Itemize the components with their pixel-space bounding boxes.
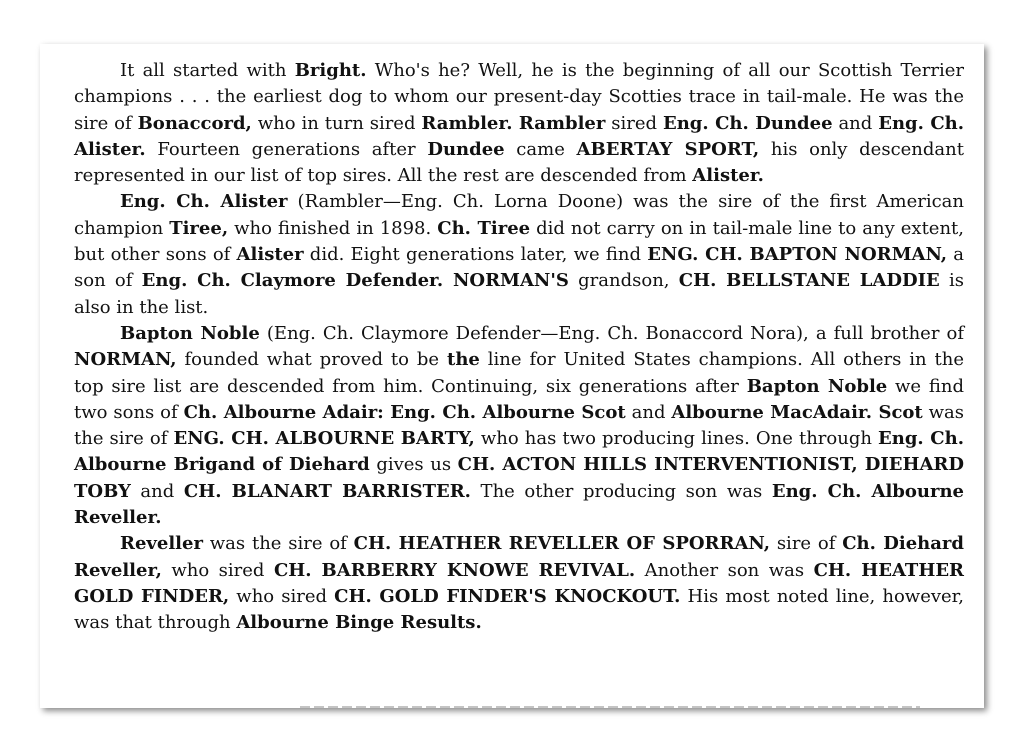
- text-run: a son of: [74, 244, 964, 292]
- bold-name-run: ENG. CH. ALBOURNE BARTY,: [173, 428, 475, 450]
- bold-name-run: Bright.: [294, 60, 367, 81]
- text-run: we find two sons of: [74, 375, 964, 423]
- paragraph-4: [74, 531, 964, 636]
- bold-name-run: CH. HEATHER REVELLER OF SPORRAN,: [353, 533, 770, 555]
- bold-name-run: CH. BLANART BARRISTER.: [183, 480, 471, 502]
- text-run: and: [130, 480, 184, 502]
- text-run: is also in the list.: [74, 270, 964, 318]
- bold-name-run: NORMAN,: [74, 349, 177, 371]
- text-run: (Rambler—Eng. Ch. Lorna Doone) was the sire of the first American champion: [74, 191, 964, 239]
- text-run: who has two producing lines. One through: [474, 428, 879, 450]
- bold-name-run: CH. ACTON HILLS INTERVENTIONIST, DIEHARD TOBY: [74, 454, 964, 502]
- bold-name-run: CH. BELLSTANE LADDIE: [678, 270, 940, 292]
- text-run: sire of: [770, 533, 843, 555]
- text-run: The other producing son was: [470, 480, 772, 502]
- bold-name-run: Eng. Ch. Alister.: [74, 112, 965, 160]
- text-run: Fourteen generations after: [145, 138, 428, 160]
- bold-name-run: Eng. Ch. Alister: [120, 191, 288, 213]
- text-run: and: [832, 112, 879, 134]
- paragraph-3: [74, 321, 964, 531]
- text-run: who sired: [161, 559, 274, 581]
- text-run: came: [504, 138, 577, 160]
- bold-name-run: the: [447, 349, 480, 371]
- text-run: who finished in 1898.: [228, 217, 438, 239]
- bold-name-run: Bonaccord,: [137, 112, 252, 134]
- paragraph-2: [74, 189, 964, 320]
- bold-name-run: Ch. Tiree: [437, 217, 531, 239]
- text-run: grandson,: [568, 270, 679, 292]
- bold-name-run: CH. BARBERRY KNOWE REVIVAL.: [273, 559, 636, 581]
- bold-name-run: Bapton Noble: [120, 322, 260, 344]
- bold-name-run: Rambler. Rambler: [421, 112, 606, 134]
- bold-name-run: Eng. Ch. Albourne Reveller.: [74, 480, 964, 529]
- text-run: (Eng. Ch. Claymore Defender—Eng. Ch. Bonaccord Nora), a full brother of: [259, 322, 964, 344]
- bold-name-run: Dundee: [427, 138, 505, 160]
- bold-name-run: Albourne Binge Results.: [236, 612, 482, 634]
- bold-name-run: CH. GOLD FINDER'S KNOCKOUT.: [334, 585, 681, 607]
- text-run: did. Eight generations later, we find: [303, 244, 648, 266]
- text-run: sired: [605, 112, 663, 134]
- bold-name-run: Eng. Ch. Dundee: [662, 112, 833, 134]
- bold-name-run: Bapton Noble: [746, 375, 888, 397]
- bold-name-run: Alister: [236, 244, 304, 266]
- text-run: his only descendant represented in our list of top sires. All the rest are descended from: [74, 138, 964, 187]
- text-run: was the sire of: [202, 533, 354, 555]
- text-run: Another son was: [635, 559, 814, 581]
- text-run: line for United States champions. All others in the top sire list are descended from him. Continuing, six generations after: [74, 349, 965, 397]
- paragraph-1: [74, 58, 964, 189]
- text-run: who in turn sired: [251, 112, 422, 134]
- text-run: Who's he? Well, he is the beginning of all our Scottish Terrier champions . . . the earliest dog to whom our present-day Scotties trace in tail-male. He was the sire of: [74, 60, 964, 134]
- bold-name-run: Eng. Ch. Claymore Defender. NORMAN'S: [141, 270, 569, 292]
- text-run: It all started with: [120, 60, 295, 81]
- text-run: and: [625, 401, 672, 423]
- cropped-next-line: [300, 706, 920, 708]
- text-run: His most noted line, however, was that through: [74, 585, 965, 634]
- bold-name-run: Tiree,: [169, 217, 229, 239]
- bold-name-run: ABERTAY SPORT,: [576, 138, 760, 160]
- text-run: gives us: [369, 454, 458, 476]
- text-run: who sired: [229, 585, 335, 607]
- bold-name-run: ENG. CH. BAPTON NORMAN,: [647, 244, 948, 266]
- bold-name-run: Albourne MacAdair. Scot: [671, 401, 923, 423]
- text-run: founded what proved to be: [176, 349, 447, 371]
- scanned-page: [40, 44, 984, 708]
- bold-name-run: Ch. Diehard Reveller,: [74, 533, 964, 581]
- article-body: [74, 58, 964, 637]
- bold-name-run: Alister.: [692, 165, 764, 187]
- bold-name-run: Ch. Albourne Adair: Eng. Ch. Albourne Scot: [183, 401, 626, 423]
- bold-name-run: CH. HEATHER GOLD FINDER,: [74, 559, 965, 607]
- bold-name-run: Eng. Ch. Albourne Brigand of Diehard: [74, 428, 964, 476]
- text-run: was the sire of: [74, 401, 965, 450]
- text-run: did not carry on in tail-male line to any extent, but other sons of: [74, 217, 965, 266]
- bold-name-run: Reveller: [120, 533, 203, 555]
